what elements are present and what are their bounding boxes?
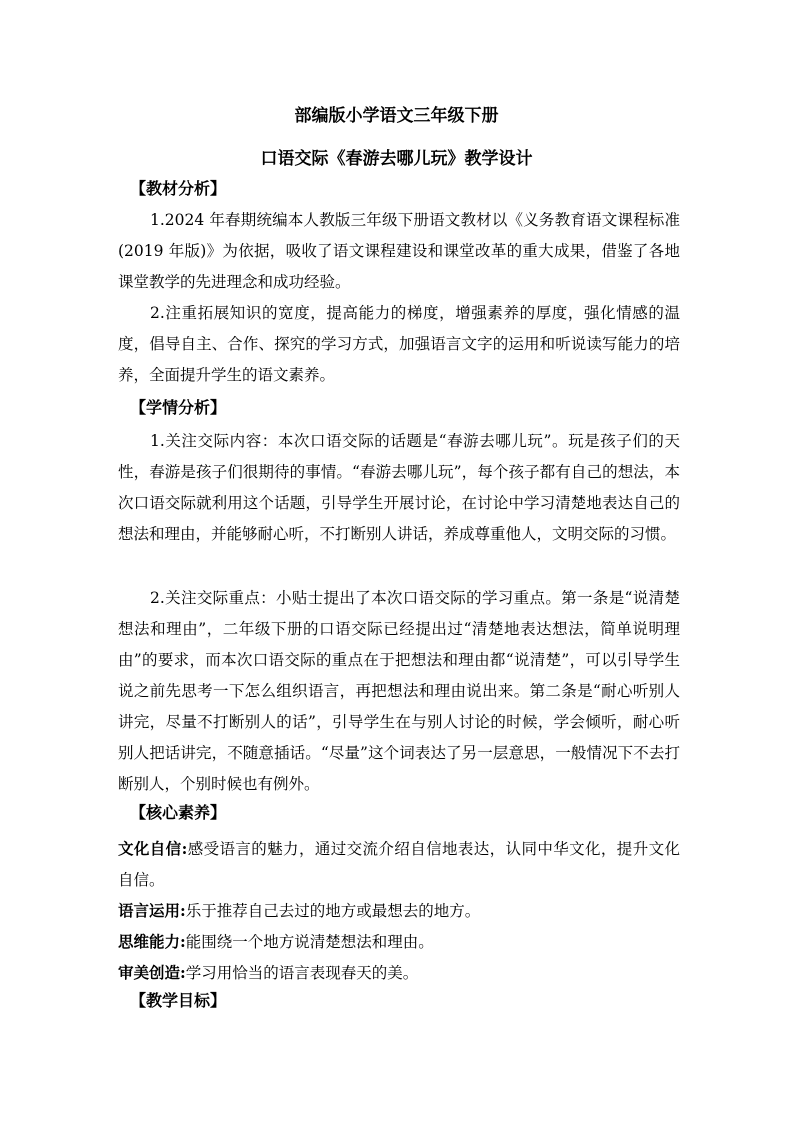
core-item-label: 思维能力: [118, 932, 186, 951]
section-heading-learner: 【学情分析】 [130, 398, 227, 417]
doc-title: 部编版小学语文三年级下册 [294, 106, 499, 126]
core-item-label: 审美创造: [118, 963, 186, 982]
core-item-label: 语言运用: [118, 901, 186, 920]
learner-paragraph-2: 2.关注交际重点：小贴士提出了本次口语交际的学习重点。第一条是“说清楚想法和理由”，二年级下册的口语交际已经提出过“清楚地表达想法，简单说明理由”的要求，而本次口语交际的重点在于把想法和理由都“说清楚”，可以引导学生说之前先思考一下怎么组织语言，再把想法和理由说出来。第二条是“耐心听别人讲完，尽量不打断别人的话”，引导学生在与别人讨论的时候，学会倾听，耐心听别人把话讲完，不随意插话。“尽量”这个词表达了另一层意思，一般情况下不去打断别人，个别时候也有例外。 [118, 589, 680, 793]
core-item-text: 乐于推荐自己去过的地方或最想去的地方。 [185, 902, 481, 920]
learner-paragraph-1: 1.关注交际内容：本次口语交际的话题是“春游去哪儿玩”。玩是孩子们的天性，春游是孩子们很期待的事情。“春游去哪儿玩”，每个孩子都有自己的想法，本次口语交际就利用这个话题，引导学生开展讨论，在讨论中学习清楚地表达自己的想法和理由，并能够耐心听，不打断别人讲话，养成尊重他人，文明交际的习惯。 [118, 432, 680, 543]
core-item-text: 能围绕一个地方说清楚想法和理由。 [185, 933, 434, 951]
core-item-thinking [118, 926, 680, 958]
core-item-text: 感受语言的魅力，通过交流介绍自信地表达，认同中华文化，提升文化自信。 [118, 840, 680, 889]
core-item-aesthetic [118, 957, 680, 989]
section-heading-goals: 【教学目标】 [130, 991, 227, 1010]
section-heading-core: 【核心素养】 [130, 803, 227, 822]
core-item-culture [118, 833, 680, 896]
core-item-language [118, 895, 680, 927]
material-paragraph-1: 1.2024 年春期统编本人教版三年级下册语文教材以《义务教育语文课程标准(2019 年版)》为依据，吸收了语文课程建设和课堂改革的重大成果，借鉴了各地课堂教学的先进理念和成功经验。 [118, 211, 680, 291]
core-item-text: 学习用恰当的语言表现春天的美。 [185, 964, 419, 982]
core-item-label: 文化自信: [118, 839, 188, 858]
material-paragraph-2: 2.注重拓展知识的宽度，提高能力的梯度，增强素养的厚度，强化情感的温度，倡导自主、合作、探究的学习方式，加强语言文字的运用和听说读写能力的培养，全面提升学生的语文素养。 [118, 304, 680, 384]
doc-subtitle: 口语交际《春游去哪儿玩》教学设计 [260, 149, 533, 169]
section-heading-material: 【教材分析】 [130, 179, 227, 198]
